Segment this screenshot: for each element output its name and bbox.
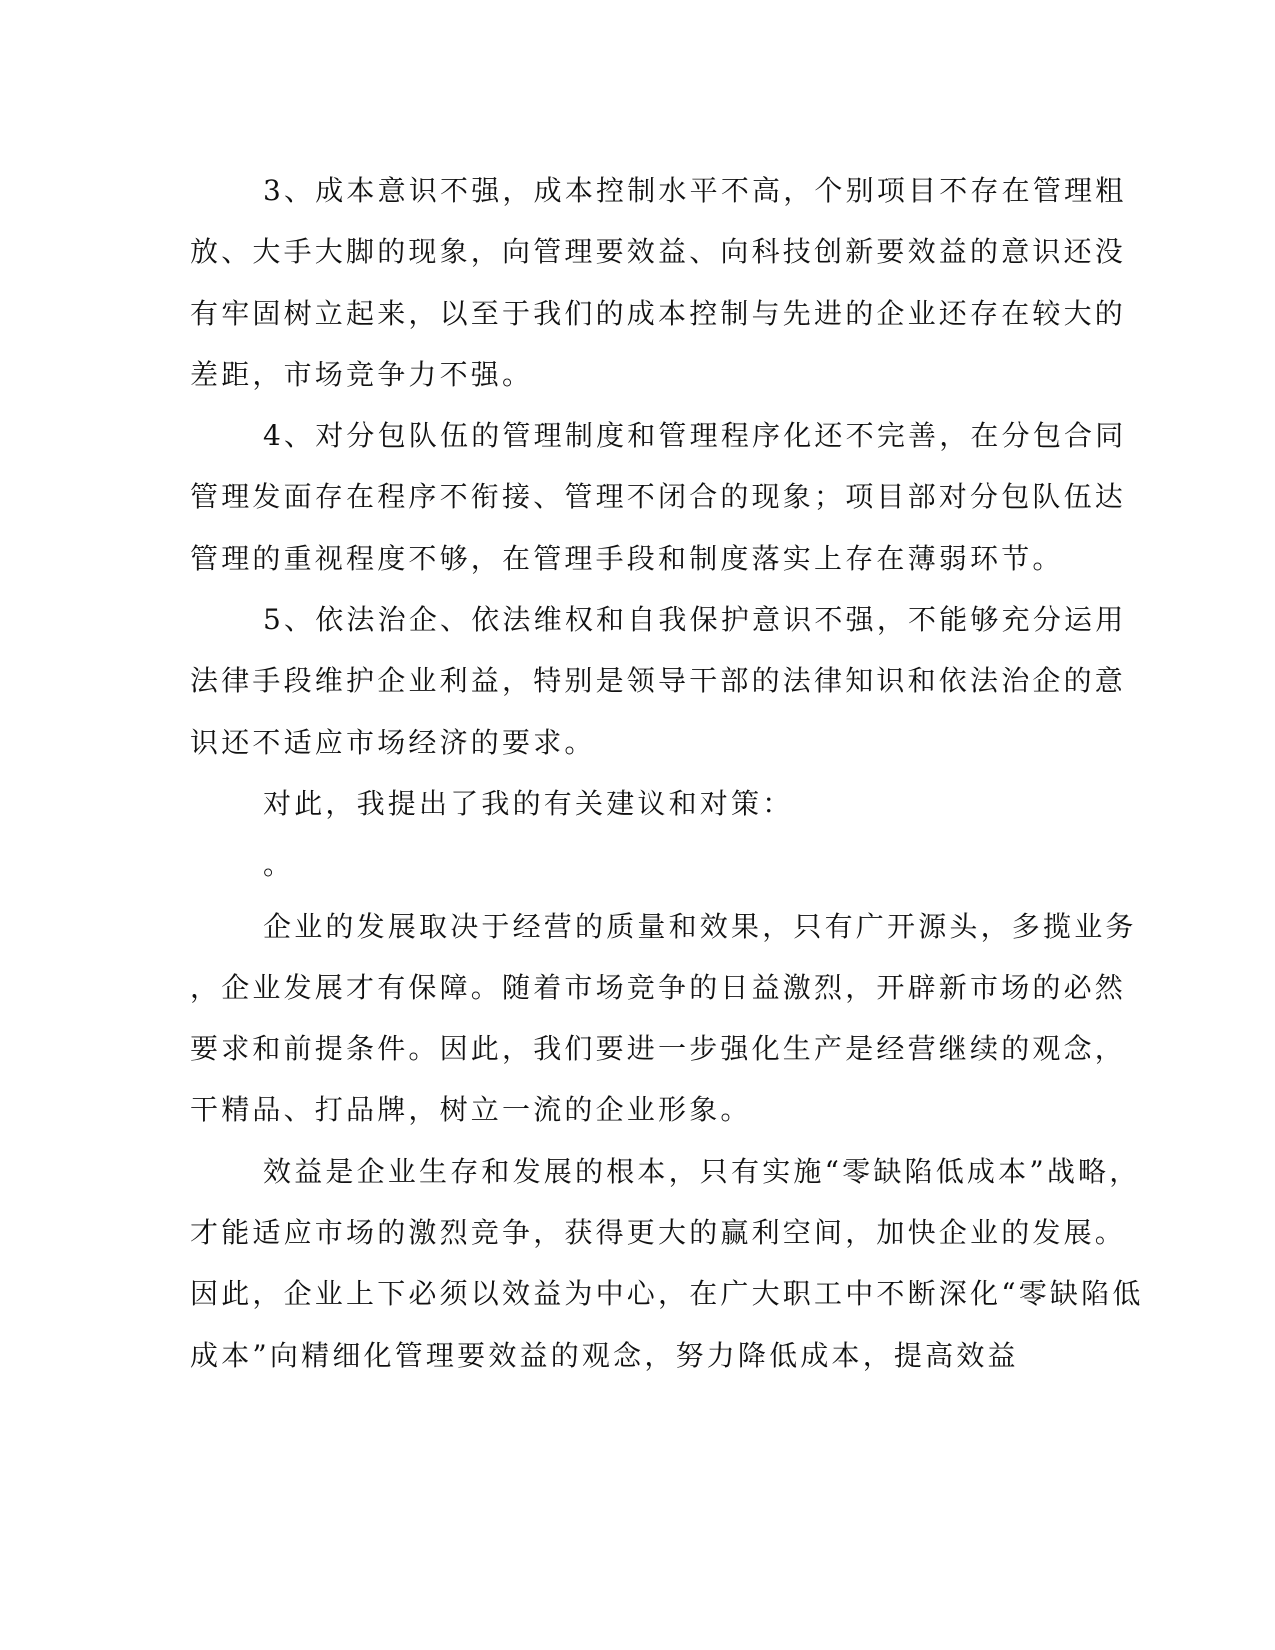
paragraph-4-line-1: 4、对分包队伍的管理制度和管理程序化还不完善，在分包合同	[263, 419, 1127, 453]
paragraph-benefit-line-2: 才能适应市场的激烈竞争，获得更大的赢利空间，加快企业的发展。	[190, 1216, 1127, 1250]
paragraph-benefit-line-1: 效益是企业生存和发展的根本，只有实施“零缺陷低成本”战略，	[263, 1154, 1141, 1188]
document-body	[190, 160, 1144, 1386]
punctuation-line: 。	[263, 848, 295, 882]
paragraph-market-line-4: 干精品、打品牌，树立一流的企业形象。	[190, 1093, 752, 1127]
paragraph-5-line-2: 法律手段维护企业利益，特别是领导干部的法律知识和依法治企的意	[190, 664, 1127, 698]
paragraph-4-line-2: 管理发面存在程序不衔接、管理不闭合的现象；项目部对分包队伍达	[190, 480, 1127, 514]
paragraph-4-line-3: 管理的重视程度不够，在管理手段和制度落实上存在薄弱环节。	[190, 541, 1064, 575]
paragraph-benefit-line-3: 因此，企业上下必须以效益为中心，在广大职工中不断深化“零缺陷低	[190, 1277, 1144, 1311]
paragraph-3-line-1: 3、成本意识不强，成本控制水平不高，个别项目不存在管理粗	[263, 174, 1127, 207]
paragraph-benefit-line-4: 成本”向精细化管理要效益的观念，努力降低成本，提高效益	[190, 1338, 1019, 1372]
paragraph-3-line-2: 放、大手大脚的现象，向管理要效益、向科技创新要效益的意识还没	[190, 235, 1127, 269]
paragraph-3-line-3: 有牢固树立起来，以至于我们的成本控制与先进的企业还存在较大的	[190, 296, 1127, 330]
paragraph-5-line-3: 识还不适应市场经济的要求。	[190, 725, 596, 759]
paragraph-3-line-4: 差距，市场竞争力不强。	[190, 357, 534, 391]
paragraph-market-line-1: 企业的发展取决于经营的质量和效果，只有广开源头，多揽业务	[263, 909, 1137, 943]
paragraph-market-line-2: ，企业发展才有保障。随着市场竞争的日益激烈，开辟新市场的必然	[190, 970, 1127, 1004]
suggestions-intro: 对此，我提出了我的有关建议和对策：	[263, 786, 794, 820]
paragraph-market-line-3: 要求和前提条件。因此，我们要进一步强化生产是经营继续的观念，	[190, 1032, 1127, 1066]
paragraph-5-line-1: 5、依法治企、依法维权和自我保护意识不强，不能够充分运用	[263, 603, 1127, 637]
